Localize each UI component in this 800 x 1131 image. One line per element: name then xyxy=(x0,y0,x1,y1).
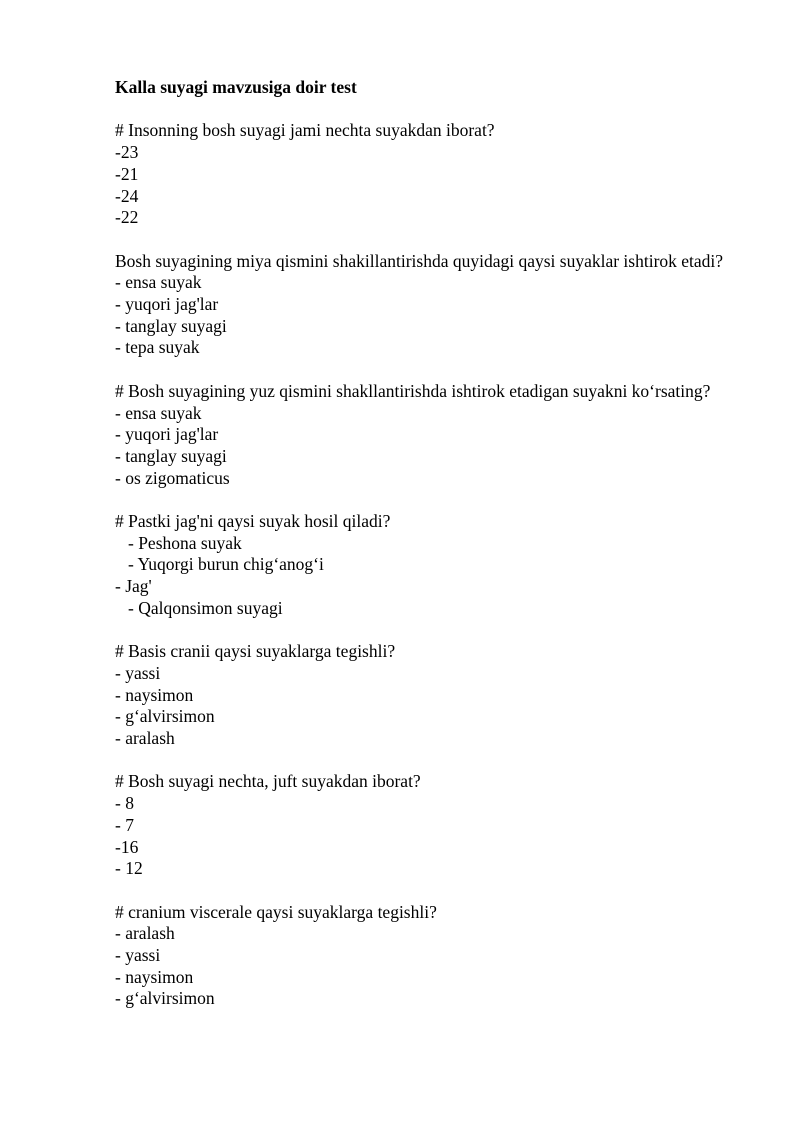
answer-option: - yassi xyxy=(115,662,161,683)
question-block-3 xyxy=(115,381,755,490)
answer-option: - yuqori jag'lar xyxy=(115,294,219,314)
question-text: Bosh suyagining miya qismini shakillantirishda quyidagi qaysi suyaklar ishtirok etadi? xyxy=(115,250,724,271)
answer-option: -22 xyxy=(115,207,139,228)
answer-option: - ensa suyak xyxy=(115,272,202,293)
document-title: Kalla suyagi mavzusiga doir test xyxy=(115,77,357,97)
answer-option: - tanglay suyagi xyxy=(115,445,227,466)
spacer xyxy=(115,880,755,902)
answer-option: - yassi xyxy=(115,945,161,966)
answer-option: - g‘alvirsimon xyxy=(115,706,215,727)
answer-option: - 12 xyxy=(115,858,143,879)
spacer xyxy=(115,229,755,251)
answer-option: - Qalqonsimon suyagi xyxy=(128,597,283,618)
question-text: # Insonning bosh suyagi jami nechta suyakdan iborat? xyxy=(115,120,495,141)
answer-option: -16 xyxy=(115,836,139,857)
spacer xyxy=(115,489,755,511)
question-text: # Pastki jag'ni qaysi suyak hosil qiladi? xyxy=(115,511,391,531)
answer-option: - g‘alvirsimon xyxy=(115,988,215,1009)
answer-option: - aralash xyxy=(115,728,175,749)
question-text: # Bosh suyagi nechta, juft suyakdan iborat? xyxy=(115,771,421,792)
document-page xyxy=(115,77,755,1010)
answer-option: - os zigomaticus xyxy=(115,467,230,488)
answer-option: - naysimon xyxy=(115,966,194,987)
question-text: # cranium viscerale qaysi suyaklarga tegishli? xyxy=(115,901,437,922)
spacer xyxy=(115,99,755,121)
answer-option: - naysimon xyxy=(115,684,194,705)
question-block-5 xyxy=(115,641,755,750)
question-block-6 xyxy=(115,771,755,880)
answer-option: -21 xyxy=(115,163,139,184)
answer-option: - tanglay suyagi xyxy=(115,315,227,336)
question-block-1 xyxy=(115,120,755,229)
answer-option: - Yuqorgi burun chig‘anog‘i xyxy=(128,554,324,575)
answer-option: - aralash xyxy=(115,923,175,944)
spacer xyxy=(115,750,755,772)
answer-option: - Jag' xyxy=(115,576,152,597)
answer-option: - 7 xyxy=(115,814,134,835)
answer-option: - Peshona suyak xyxy=(128,532,242,553)
spacer xyxy=(115,620,755,642)
answer-option: -24 xyxy=(115,185,139,206)
answer-option: - tepa suyak xyxy=(115,337,200,358)
question-block-4 xyxy=(115,511,755,620)
question-block-7 xyxy=(115,902,755,1011)
answer-option: -23 xyxy=(115,142,139,163)
answer-option: - 8 xyxy=(115,793,134,814)
question-block-2 xyxy=(115,251,755,360)
answer-option: - yuqori jag'lar xyxy=(115,424,219,445)
question-text: # Basis cranii qaysi suyaklarga tegishli? xyxy=(115,641,396,662)
spacer xyxy=(115,359,755,381)
answer-option: - ensa suyak xyxy=(115,402,202,423)
question-text: # Bosh suyagining yuz qismini shakllantirishda ishtirok etadigan suyakni ko‘rsating? xyxy=(115,380,711,401)
